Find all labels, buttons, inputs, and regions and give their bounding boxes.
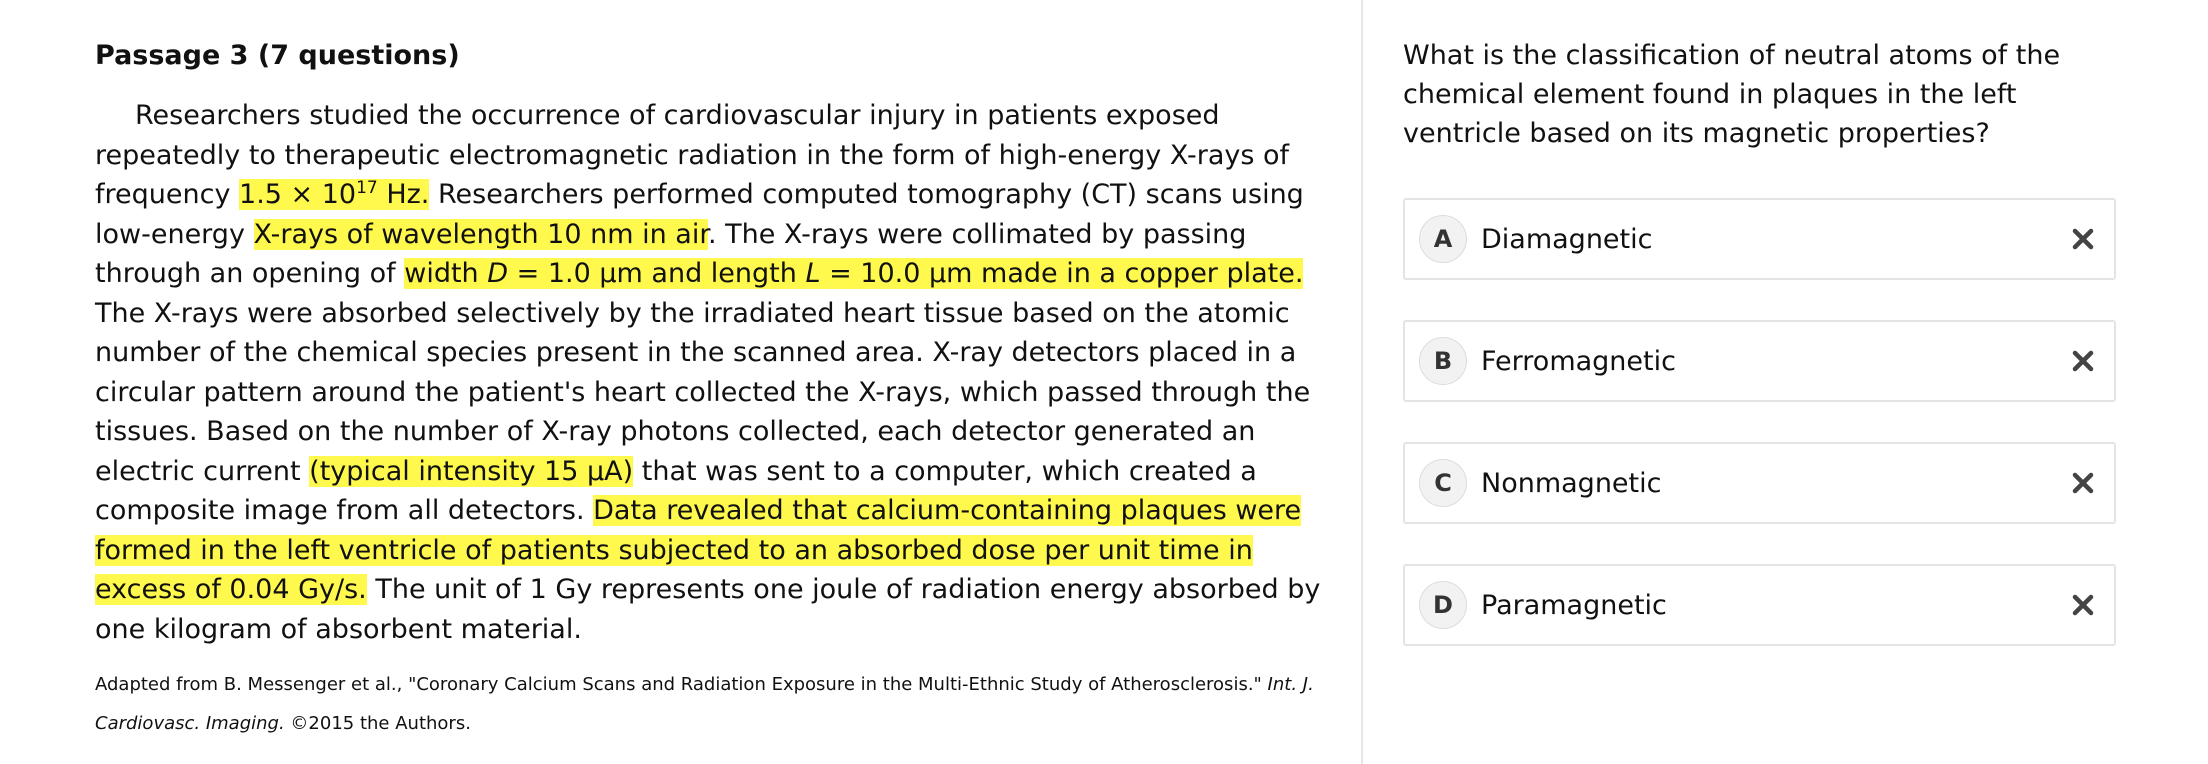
answer-option-b[interactable] [1403,320,2116,402]
source-copyright: ©2015 the Authors. [284,713,471,734]
source-text: Adapted from B. Messenger et al., "Coronary Calcium Scans and Radiation Exposure in the Multi-Ethnic Study of Atherosclerosis." [95,674,1268,695]
option-label: Ferromagnetic [1481,345,1676,377]
answer-option-c[interactable] [1403,442,2116,524]
highlight-opening-dimensions[interactable] [404,258,1303,289]
highlight-data-revealed[interactable]: Data revealed that calcium-containing plaques were formed in the left ventricle of patients subjected to an absorbed dose per unit time in excess of 0.04 Gy/s. [95,495,1302,605]
passage-text: . The X-rays were collimated by passing through an opening of [95,218,1247,289]
passage-text: that was sent to a computer, which created a composite image from all detectors. [95,455,1257,526]
passage-text: The unit of 1 Gy represents one joule of radiation energy absorbed by one kilogram of absorbent material. [95,574,1321,645]
passage-text: Researchers studied the occurrence of cardiovascular injury in patients exposed repeatedly to therapeutic electromagnetic radiation in the form of high-energy X-rays of frequency [95,100,1290,210]
exponent: 17 [356,178,378,198]
strikethrough-x-icon[interactable] [2066,222,2100,256]
variable-l: L [805,258,821,289]
highlight-wavelength[interactable]: X-rays of wavelength 10 nm in air [253,218,708,250]
passage-text: Researchers performed computed tomography (CT) scans using low-energy [95,179,1304,250]
passage-paragraph[interactable] [95,96,1335,649]
option-letter: C [1419,459,1467,507]
highlight-current-intensity[interactable]: (typical intensity 15 µA) [309,455,634,487]
strikethrough-x-icon[interactable] [2066,588,2100,622]
option-label: Diamagnetic [1481,223,1653,255]
option-label: Paramagnetic [1481,589,1667,621]
answer-option-d[interactable] [1403,564,2116,646]
option-letter: A [1419,215,1467,263]
highlight-text: 1.5 × 10 [239,179,357,210]
variable-d: D [487,258,509,289]
question-stem: What is the classification of neutral atoms of the chemical element found in plaques in the left ventricle based on its magnetic properties? [1403,40,2061,149]
option-letter: B [1419,337,1467,385]
question-pane [1363,0,2208,764]
highlight-text: width [404,258,488,289]
answer-options [1403,198,2148,646]
highlight-text: Hz. [377,179,430,210]
highlight-text: = 10.0 µm made in a copper plate. [820,258,1304,289]
passage-title: Passage 3 (7 questions) [95,40,460,71]
strikethrough-x-icon[interactable] [2066,344,2100,378]
strikethrough-x-icon[interactable] [2066,466,2100,500]
highlight-frequency[interactable] [239,179,429,210]
source-journal: Int. J. Cardiovasc. Imaging. [95,674,1314,734]
passage-text: The X-rays were absorbed selectively by the irradiated heart tissue based on the atomic number of the chemical species present in the scanned area. X-ray detectors placed in a circular pattern around the patient's heart collected the X-rays, which passed through the tissues. Based on the number of X-ray photons collected, each detector generated an electric current [95,297,1311,487]
highlight-text: = 1.0 µm and length [508,258,806,289]
option-letter: D [1419,581,1467,629]
option-label: Nonmagnetic [1481,467,1662,499]
answer-option-a[interactable] [1403,198,2116,280]
passage-source [95,665,1335,743]
